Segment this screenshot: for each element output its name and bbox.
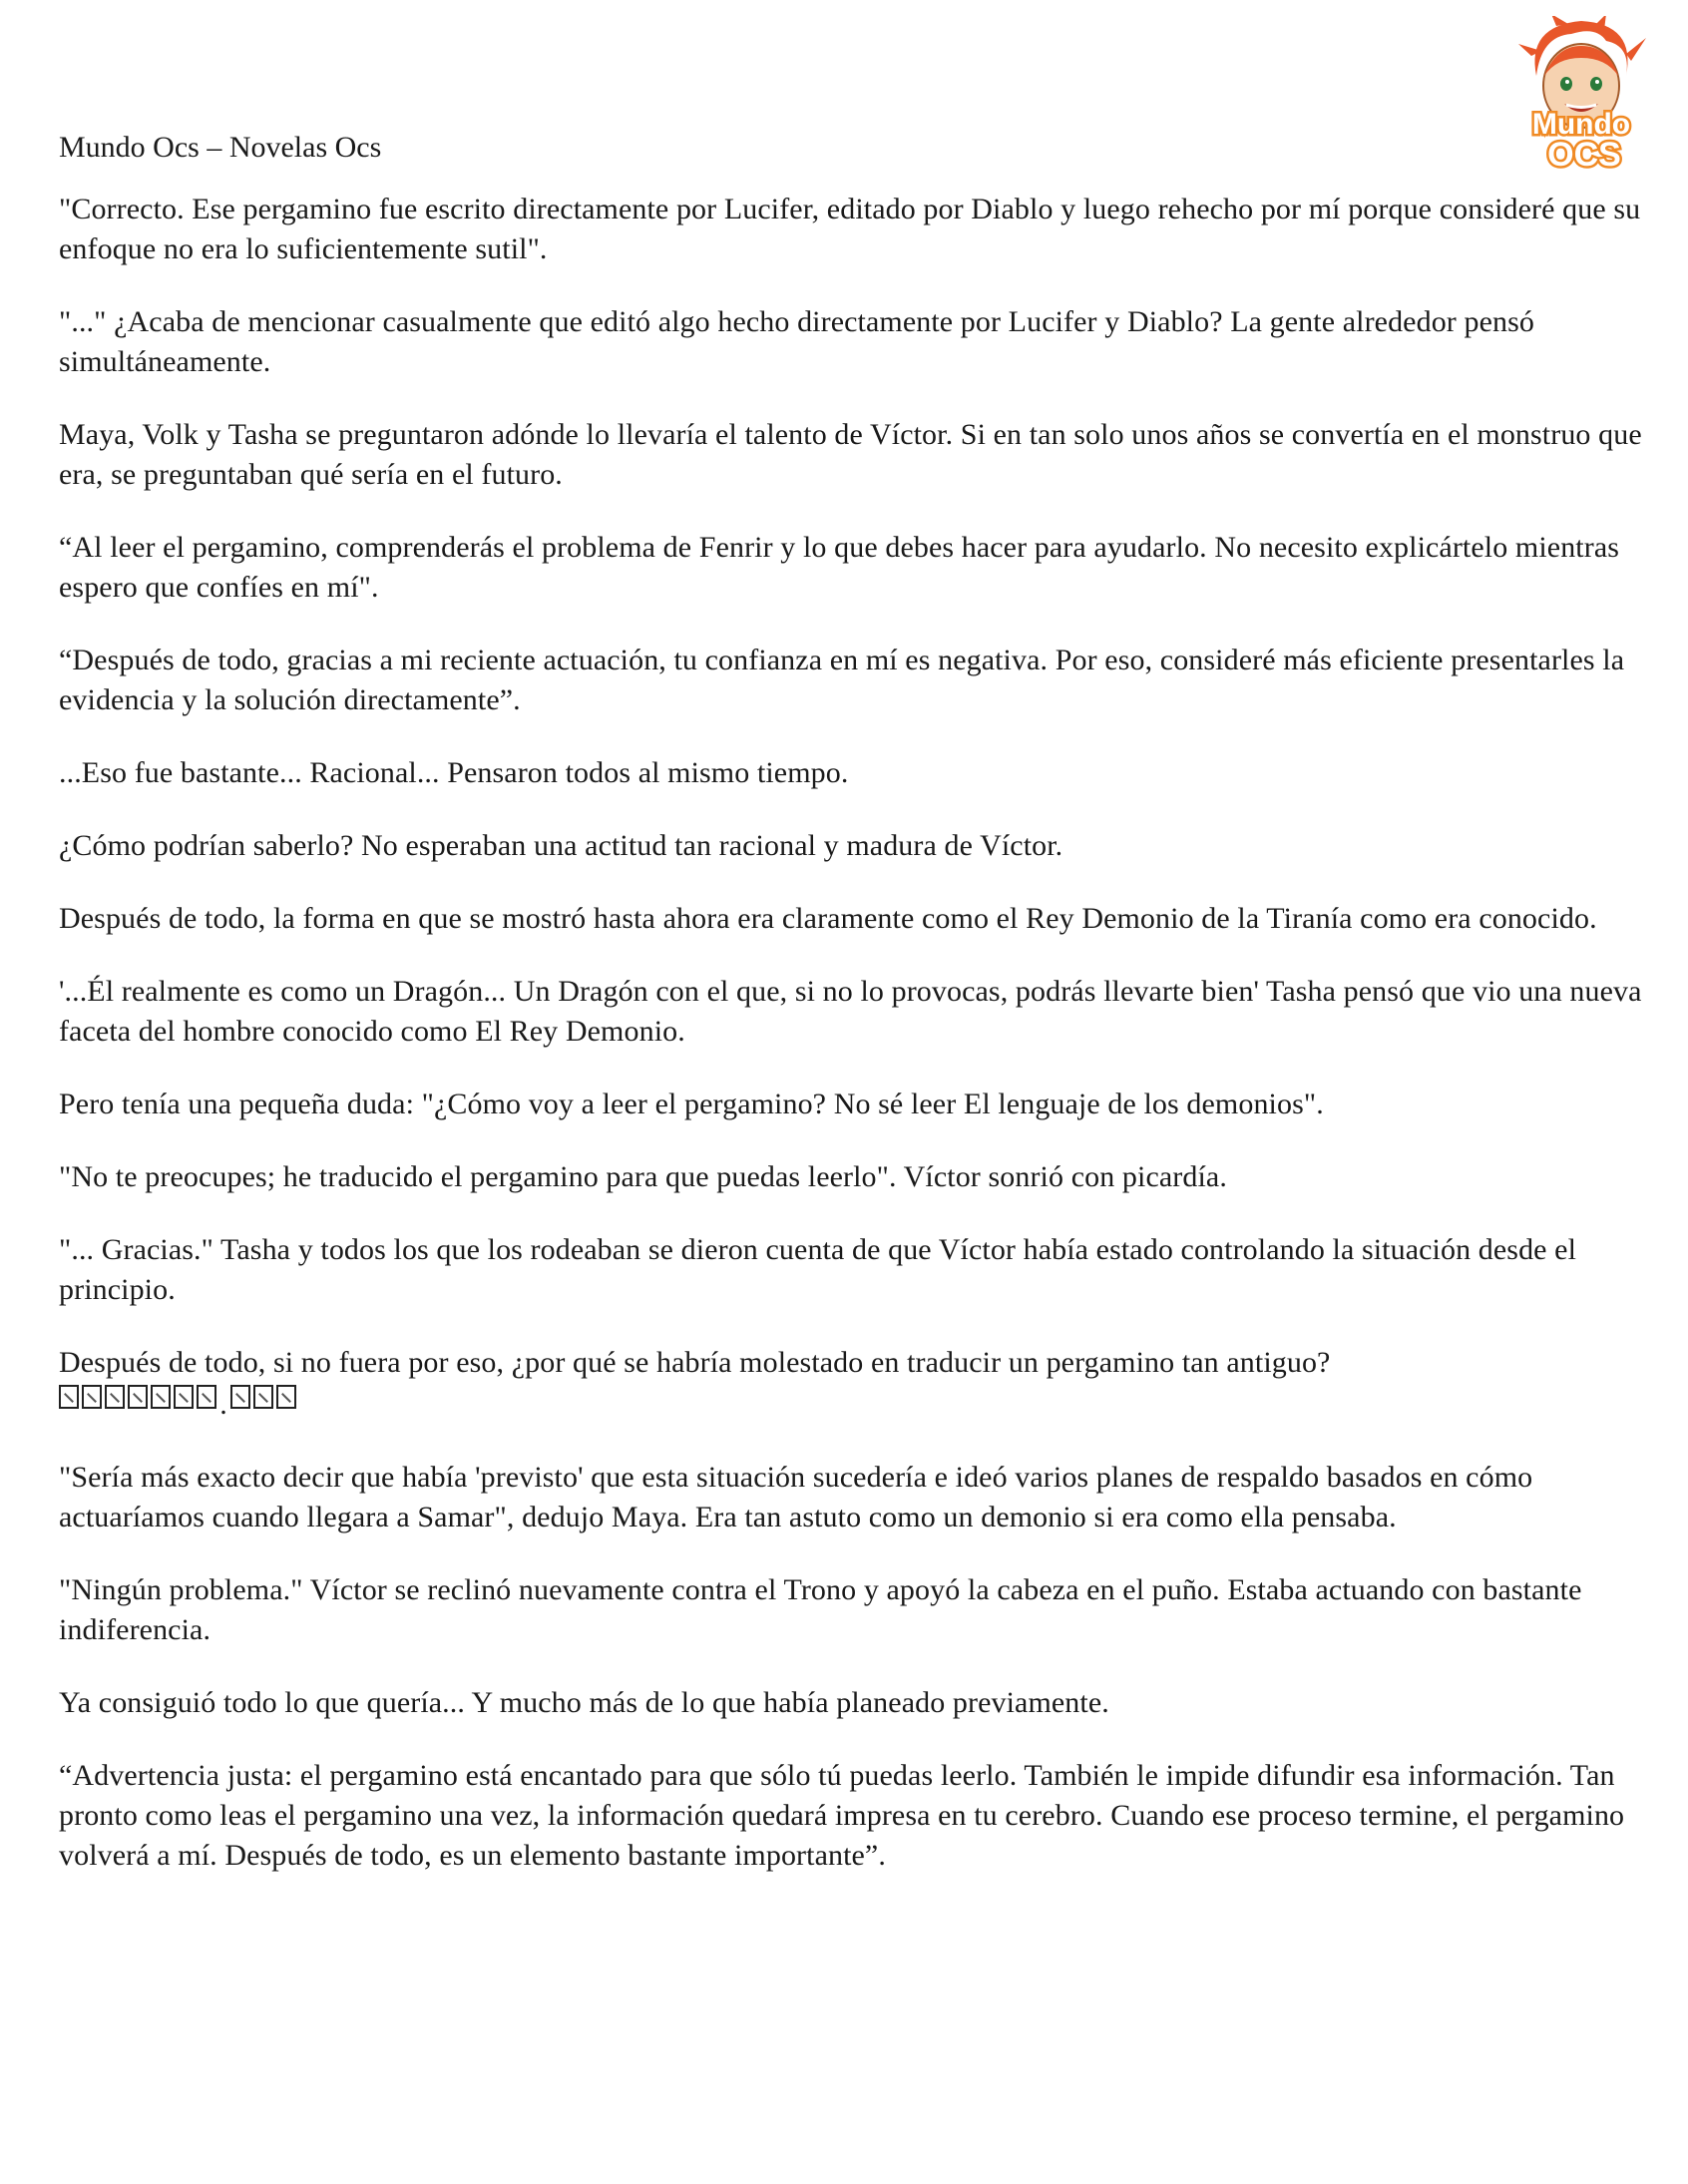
paragraph: Pero tenía una pequeña duda: "¿Cómo voy a leer el pergamino? No sé leer El lenguaje de los demonios". bbox=[59, 1088, 1324, 1120]
paragraph: Después de todo, la forma en que se mostró hasta ahora era claramente como el Rey Demonio de la Tiranía como era conocido. bbox=[59, 902, 1597, 935]
paragraph: Maya, Volk y Tasha se preguntaron adónde lo llevaría el talento de Víctor. Si en tan solo unos años se convertía en el monstruo que era, se preguntaban qué sería en el futuro. bbox=[59, 418, 1642, 491]
missing-glyphs-icon: . bbox=[59, 1385, 296, 1425]
paragraph: "Sería más exacto decir que había 'previsto' que esta situación sucedería e ideó varios planes de respaldo basados en cómo actuaríamos cuando llegara a Samar", dedujo Maya. Era tan astuto como un demonio si era como ella pensaba. bbox=[59, 1461, 1533, 1534]
paragraph-with-glyphs bbox=[59, 1343, 1645, 1425]
document-page bbox=[59, 128, 1645, 1909]
paragraph: "... Gracias." Tasha y todos los que los rodeaban se dieron cuenta de que Víctor había estado controlando la situación desde el principio. bbox=[59, 1233, 1577, 1306]
paragraph: ¿Cómo podrían saberlo? No esperaban una actitud tan racional y madura de Víctor. bbox=[59, 829, 1063, 862]
paragraph: “Advertencia justa: el pergamino está encantado para que sólo tú puedas leerlo. También le impide difundir esa información. Tan pronto como leas el pergamino una vez, la información quedará impresa en tu cerebro. Cuando ese proceso termine, el pergamino volverá a mí. Después de todo, es un elemento bastante importante”. bbox=[59, 1759, 1625, 1873]
paragraph: "No te preocupes; he traducido el pergamino para que puedas leerlo". Víctor sonrió con picardía. bbox=[59, 1160, 1227, 1193]
paragraph: Ya consiguió todo lo que quería... Y mucho más de lo que había planeado previamente. bbox=[59, 1686, 1109, 1720]
paragraph: “Al leer el pergamino, comprenderás el problema de Fenrir y lo que debes hacer para ayudarlo. No necesito explicártelo mientras espero que confíes en mí". bbox=[59, 531, 1620, 604]
paragraph: "..." ¿Acaba de mencionar casualmente que editó algo hecho directamente por Lucifer y Diablo? La gente alrededor pensó simultáneamente. bbox=[59, 305, 1534, 378]
paragraph: “Después de todo, gracias a mi reciente actuación, tu confianza en mí es negativa. Por eso, consideré más eficiente presentarles la evidencia y la solución directamente”. bbox=[59, 644, 1625, 716]
paragraph: ...Eso fue bastante... Racional... Pensaron todos al mismo tiempo. bbox=[59, 756, 849, 789]
paragraph: '...Él realmente es como un Dragón... Un Dragón con el que, si no lo provocas, podrás llevarte bien' Tasha pensó que vio una nueva faceta del hombre conocido como El Rey Demonio. bbox=[59, 975, 1642, 1048]
svg-text:OCS: OCS bbox=[1547, 136, 1621, 174]
paragraph: Después de todo, si no fuera por eso, ¿por qué se habría molestado en traducir un pergamino tan antiguo? bbox=[59, 1346, 1331, 1379]
paragraph: "Ningún problema." Víctor se reclinó nuevamente contra el Trono y apoyó la cabeza en el puño. Estaba actuando con bastante indiferencia. bbox=[59, 1573, 1582, 1647]
paragraph: "Correcto. Ese pergamino fue escrito directamente por Lucifer, editado por Diablo y luego rehecho por mí porque consideré que su enfoque no era lo suficientemente sutil". bbox=[59, 193, 1641, 265]
document-header: Mundo Ocs – Novelas Ocs bbox=[59, 131, 382, 164]
svg-text:Mundo: Mundo bbox=[1531, 108, 1631, 141]
